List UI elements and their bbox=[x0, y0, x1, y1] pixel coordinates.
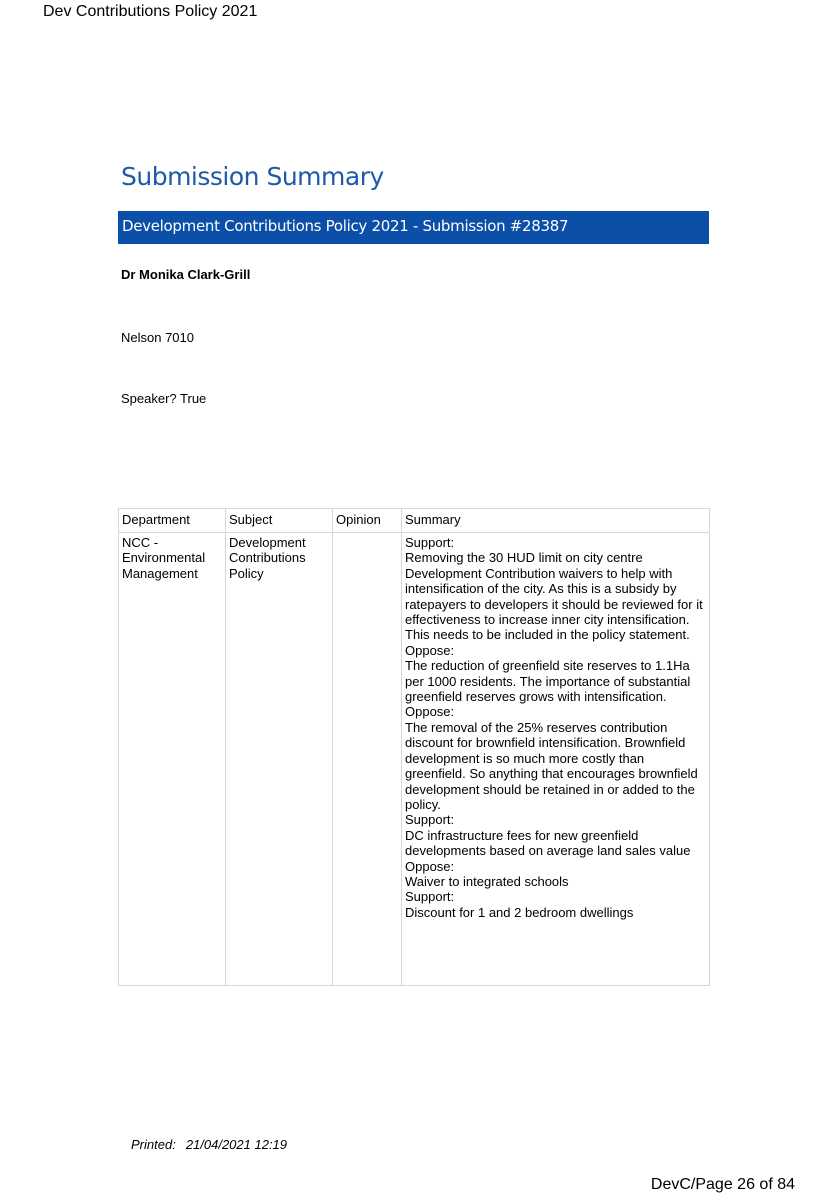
submitter-name: Dr Monika Clark-Grill bbox=[121, 267, 251, 282]
summary-line: Support: bbox=[405, 889, 455, 905]
column-header-summary: Summary bbox=[402, 509, 710, 533]
page-number: DevC/Page 26 of 84 bbox=[650, 1176, 795, 1193]
table-row bbox=[119, 533, 710, 986]
page-title: Submission Summary bbox=[121, 162, 384, 191]
summary-line: Waiver to integrated schools bbox=[405, 873, 569, 889]
cell-subject: Development Contributions Policy bbox=[226, 533, 333, 986]
cell-summary bbox=[402, 533, 710, 986]
document-header-title: Dev Contributions Policy 2021 bbox=[43, 3, 258, 20]
summary-line: Removing the 30 HUD limit on city centre Development Contribution waivers to help with intensification of the city. As this is a subsidy by ratepayers to developers it should be reviewed for it effectiveness to increase inner city intensification. This needs to be included in the policy statement. bbox=[405, 550, 703, 643]
column-header-opinion: Opinion bbox=[333, 509, 402, 533]
submission-table bbox=[118, 508, 710, 986]
summary-line: The removal of the 25% reserves contribution discount for brownfield intensification. Brownfield development is so much more costly than greenfield. So anything that encourages brownfield development should be retained in or added to the policy. bbox=[405, 719, 698, 812]
summary-line: Support: bbox=[405, 535, 455, 550]
printed-timestamp bbox=[131, 1137, 287, 1152]
summary-line: Discount for 1 and 2 bedroom dwellings bbox=[405, 904, 634, 920]
printed-value: 21/04/2021 12:19 bbox=[185, 1137, 288, 1152]
column-header-department: Department bbox=[119, 509, 226, 533]
cell-opinion bbox=[333, 533, 402, 986]
summary-line: The reduction of greenfield site reserves to 1.1Ha per 1000 residents. The importance of substantial greenfield reserves grows with intensification. bbox=[405, 658, 691, 705]
speaker-status: Speaker? True bbox=[121, 391, 207, 406]
summary-line: Oppose: bbox=[405, 704, 455, 720]
summary-line: Support: bbox=[405, 812, 455, 828]
summary-line: Oppose: bbox=[405, 858, 455, 874]
submission-banner: Development Contributions Policy 2021 - Submission #28387 bbox=[118, 211, 709, 244]
cell-department: NCC - Environmental Management bbox=[119, 533, 226, 986]
table-header-row bbox=[119, 509, 710, 533]
summary-line: Oppose: bbox=[405, 642, 455, 658]
submitter-location: Nelson 7010 bbox=[121, 330, 194, 345]
column-header-subject: Subject bbox=[226, 509, 333, 533]
printed-label: Printed: bbox=[131, 1137, 176, 1152]
summary-line: DC infrastructure fees for new greenfield developments based on average land sales value bbox=[405, 827, 691, 859]
